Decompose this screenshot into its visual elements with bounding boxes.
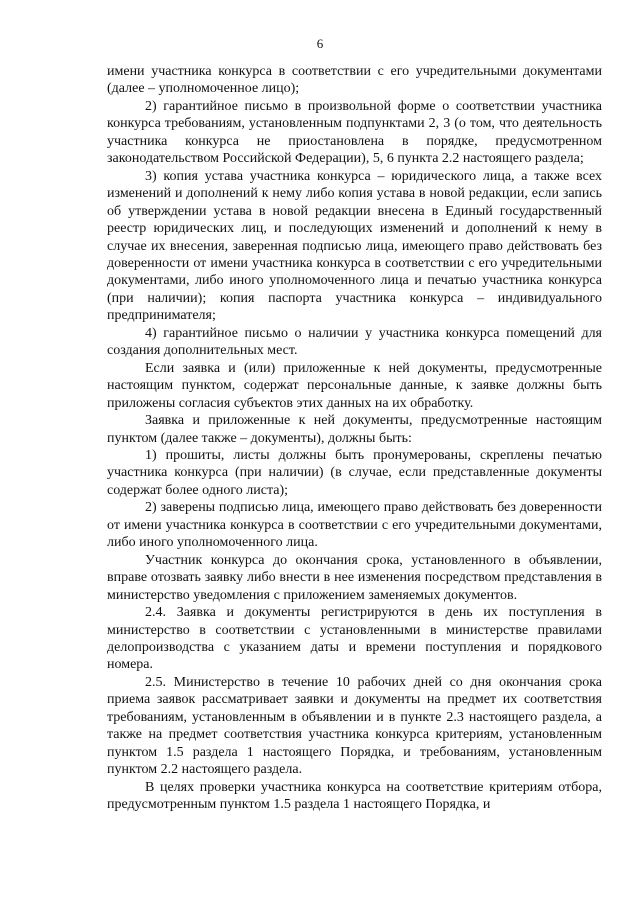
paragraph-section-2-4: 2.4. Заявка и документы регистрируются в день их поступления в министерство в соответствии с установленными в министерстве правилами делопроизводства с указанием даты и времени поступления и порядкового номера. bbox=[107, 605, 602, 673]
paragraph-personal-data: Если заявка и (или) приложенные к ней документы, предусмотренные настоящим пунктом, содержат персональные данные, к заявке должны быть приложены согласия субъектов этих данных на их обработку. bbox=[107, 360, 602, 411]
paragraph-withdrawal: Участник конкурса до окончания срока, установленного в объявлении, вправе отозвать заявку либо внести в нее изменения посредством представления в министерство уведомления с приложением заменяемых документов. bbox=[107, 552, 602, 603]
paragraph-continuation: имени участника конкурса в соответствии с его учредительными документами (далее – уполномоченное лицо); bbox=[107, 64, 602, 97]
paragraph-charter-copy: 3) копия устава участника конкурса – юридического лица, а также всех изменений и дополнений к нему либо копия устава в новой редакции, если запись об утверждении устава в новой редакции внесена в Единый государственный реестр юридических лиц, и последующих изменений и дополнений к нему в случае их внесения, заверенная подписью лица, имеющего право действовать без доверенности от имени участника конкурса в соответствии с его учредительными документами, либо иного уполномоченного лица и печатью участника конкурса (при наличии); копия паспорта участника конкурса – индивидуального предпринимателя; bbox=[107, 168, 602, 324]
page-number: 6 bbox=[316, 36, 324, 51]
paragraph-documents-requirements: Заявка и приложенные к ней документы, предусмотренные настоящим пунктом (далее также – документы), должны быть: bbox=[107, 413, 602, 446]
document-body bbox=[107, 63, 602, 813]
paragraph-guarantee-letter: 2) гарантийное письмо в произвольной форме о соответствии участника конкурса требованиям, установленным подпунктами 2, 3 (о том, что деятельность участника конкурса не приостановлена в порядке, предусмотренном законодательством Российской Федерации), 5, 6 пункта 2.2 настоящего раздела; bbox=[107, 98, 602, 167]
paragraph-section-2-5: 2.5. Министерство в течение 10 рабочих дней со дня окончания срока приема заявок рассматривает заявки и документы на предмет их соответствия требованиям, установленным в объявлении и в пункте 2.3 настоящего раздела, а также на предмет соответствия участника конкурса критериям, установленным пунктом 1.5 раздела 1 настоящего Порядка, и требованиям, установленным пунктом 2.2 настоящего раздела. bbox=[107, 674, 602, 778]
paragraph-premises-letter: 4) гарантийное письмо о наличии у участника конкурса помещений для создания дополнительных мест. bbox=[107, 325, 602, 359]
paragraph-certified: 2) заверены подписью лица, имеющего право действовать без доверенности от имени участника конкурса в соответствии с его учредительными документами, либо иного уполномоченного лица. bbox=[107, 500, 602, 551]
paragraph-verification: В целях проверки участника конкурса на соответствие критериям отбора, предусмотренным пунктом 1.5 раздела 1 настоящего Порядка, и bbox=[107, 779, 602, 813]
paragraph-stitched: 1) прошиты, листы должны быть пронумерованы, скреплены печатью участника конкурса (при наличии) (в случае, если представленные документы содержат более одного листа); bbox=[107, 447, 602, 498]
